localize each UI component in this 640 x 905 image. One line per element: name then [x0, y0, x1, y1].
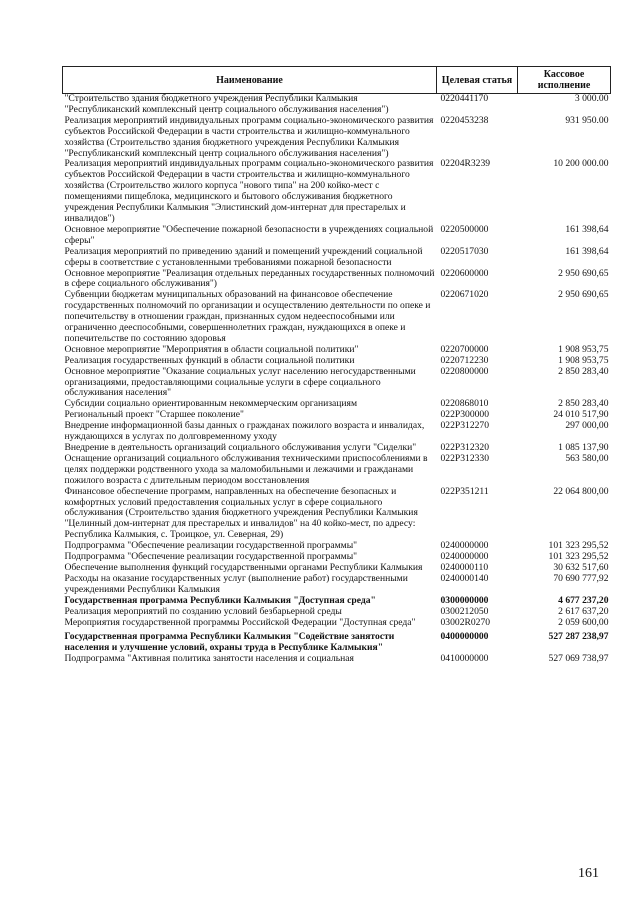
row-target-article: 0240000140: [440, 572, 489, 584]
row-target-article: 0220868010: [440, 398, 489, 410]
row-cash-execution: 1 085 137,90: [558, 442, 609, 453]
row-name: Субвенции бюджетам муниципальных образований на финансовое обеспечение государственных полномочий по организации и осуществлению деятельности по опеке и попечительству в отношении граждан, признанных судом недееспособными или ограниченно дееспособными, совершеннолетних граждан, нуждающихся в опеке и попечительстве по состоянию здоровья: [64, 289, 431, 344]
row-cash-execution: 24 010 517,90: [553, 409, 609, 421]
row-cash-execution: 70 690 777,92: [553, 572, 609, 584]
row-target-article: 0410000000: [440, 653, 489, 665]
table-row: [63, 367, 611, 400]
header-cash-execution: Кассовое исполнение: [518, 67, 611, 94]
row-cash-execution: 2 059 600,00: [558, 616, 609, 628]
table-row: [63, 454, 611, 487]
row-cash-execution: 10 200 000.00: [553, 158, 609, 170]
row-target-article: 0220517030: [440, 245, 489, 257]
table-row: [63, 618, 611, 629]
table-row: [63, 94, 611, 116]
row-cash-execution: 161 398,64: [565, 245, 609, 257]
table-row: [63, 159, 611, 224]
row-target-article: 0220441170: [440, 93, 489, 104]
table-row: [63, 421, 611, 443]
table-row: [63, 654, 611, 665]
row-target-article: 022P312330: [440, 452, 490, 464]
row-name: Подпрограмма "Обеспечение реализации государственной программы": [64, 540, 358, 552]
page-number: 161: [578, 866, 599, 881]
row-target-article: 0240000000: [440, 551, 489, 563]
row-cash-execution: 527 287 238,97: [548, 631, 609, 643]
row-name: Мероприятия государственной программы Российской Федерации "Доступная среда": [64, 616, 416, 628]
row-cash-execution: 527 069 738,97: [548, 653, 609, 665]
row-name: Реализация мероприятий индивидуальных программ социально-экономического развития субъектов Российской Федерации в части строительства и жилищно-коммунального хозяйства (Строительство здания бюджетного учреждения Республики Калмыкия "Республиканский комплексный центр социального обслуживания населения"): [64, 114, 434, 159]
table-row: [63, 225, 611, 247]
row-target-article: 0240000000: [440, 540, 489, 552]
row-cash-execution: 101 323 295,52: [548, 551, 609, 563]
row-target-article: 02204R3239: [440, 158, 491, 170]
table-row: [63, 628, 611, 654]
row-cash-execution: 1 908 953,75: [558, 343, 609, 355]
row-name: Подпрограмма "Обеспечение реализации государственной программы": [64, 551, 358, 563]
row-target-article: 0220700000: [440, 343, 489, 355]
table-row: [63, 596, 611, 607]
row-cash-execution: 2 850 283,40: [558, 365, 609, 377]
header-name: Наименование: [63, 67, 437, 94]
row-target-article: 0220500000: [440, 223, 489, 235]
table-row: [63, 487, 611, 542]
row-cash-execution: 22 064 800,00: [553, 485, 609, 497]
row-cash-execution: 2 950 690,65: [558, 289, 609, 301]
row-name: "Строительство здания бюджетного учреждения Республики Калмыкия "Республиканский комплексный центр социального обслуживания населения"): [64, 93, 389, 115]
row-target-article: 03002R0270: [440, 616, 491, 628]
row-name: Реализация мероприятий индивидуальных программ социально-экономического развития субъектов Российской Федерации в части строительства и жилищно-коммунального хозяйства (Строительство жилого корпуса "нового типа" на 200 койко-мест с помещениями пищеблока, медицинского и бытового обслуживания бюджетного учреждения Республики Калмыкия "Элистинский дом-интернат для престарелых и инвалидов"): [64, 158, 434, 224]
row-target-article: 0220712230: [440, 354, 489, 366]
row-name: Основное мероприятие "Обеспечение пожарной безопасности в учреждениях социальной сферы": [64, 223, 434, 246]
row-cash-execution: 1 908 953,75: [558, 354, 609, 366]
row-cash-execution: 2 617 637,20: [558, 605, 609, 617]
table-row: [63, 116, 611, 160]
row-name: Государственная программа Республики Калмыкия "Доступная среда": [64, 594, 376, 606]
row-target-article: 0220671020: [440, 289, 489, 301]
row-target-article: 0220800000: [440, 365, 489, 377]
table-row: [63, 290, 611, 345]
row-name: Реализация государственных функций в области социальной политики: [64, 354, 355, 366]
row-name: Региональный проект "Старшее поколение": [64, 409, 244, 421]
row-cash-execution: 2 950 690,65: [558, 267, 609, 279]
table-row: [63, 269, 611, 291]
row-name: Внедрение в деятельность организаций социального обслуживания услуги "Сиделки": [64, 442, 417, 453]
row-name: Основное мероприятие "Мероприятия в области социальной политики": [64, 343, 359, 355]
row-cash-execution: 2 850 283,40: [558, 398, 609, 410]
row-target-article: 0240000110: [440, 561, 489, 573]
row-target-article: 022P300000: [440, 409, 490, 421]
row-target-article: 0400000000: [440, 631, 489, 643]
row-name: Финансовое обеспечение программ, направленных на обеспечение безопасных и комфортных условий предоставления социальных услуг в сфере социального обслуживания (Строительство здания бюджетного учреждения Республики Калмыкия "Целинный дом-интернат для престарелых и инвалидов" на 40 койко-мест, по адресу: Республика Калмыкия, с. Троицкое, ул. Северная, 29): [64, 485, 418, 541]
row-name: Внедрение информационной базы данных о гражданах пожилого возраста и инвалидах, нуждающихся в услугах по долговременному уходу: [64, 420, 425, 443]
table-row: [63, 574, 611, 596]
row-name: Реализация мероприятий по созданию условий безбарьерной среды: [64, 605, 342, 617]
row-target-article: 022P351211: [440, 485, 489, 497]
table-row: [63, 247, 611, 269]
row-name: Расходы на оказание государственных услуг (выполнение работ) государственными учреждениями Республики Калмыкия: [64, 572, 408, 595]
row-cash-execution: 3 000.00: [574, 93, 609, 104]
row-cash-execution: 931 950.00: [565, 114, 609, 126]
row-cash-execution: 297 000,00: [565, 420, 609, 432]
table-body: [63, 94, 611, 666]
row-name: Основное мероприятие "Реализация отдельных переданных государственных полномочий в сфере социального обслуживания"): [64, 267, 435, 290]
header-target-article: Целевая статья: [437, 67, 518, 94]
row-name: Обеспечение выполнения функций государственными органами Республики Калмыкия: [64, 561, 423, 573]
table-row: [63, 607, 611, 618]
row-target-article: 0300000000: [440, 594, 489, 606]
row-name: Субсидии социально ориентированным некоммерческим организациям: [64, 398, 358, 410]
row-cash-execution: 101 323 295,52: [548, 540, 609, 552]
row-cash-execution: 161 398,64: [565, 223, 609, 235]
row-name: Реализация мероприятий по приведению зданий и помещений учреждений социальной сферы в соответствие с установленными требованиями пожарной безопасности: [64, 245, 423, 268]
row-target-article: 0220600000: [440, 267, 489, 279]
row-name: Подпрограмма "Активная политика занятости населения и социальная: [64, 653, 354, 665]
row-name: Оснащение организаций социального обслуживания техническими приспособлениями в целях поддержки родственного ухода за маломобильными и лежачими и гражданами пожилого возраста с длительным периодом восстановления: [64, 452, 428, 486]
row-target-article: 022P312270: [440, 420, 490, 432]
row-target-article: 022P312320: [440, 442, 490, 453]
row-target-article: 0300212050: [440, 605, 489, 617]
row-cash-execution: 30 632 517,60: [553, 561, 609, 573]
row-target-article: 0220453238: [440, 114, 489, 126]
row-name: Основное мероприятие "Оказание социальных услуг населению негосударственными организациями, предоставляющими социальные услуги в сфере социального обслуживания населения": [64, 365, 416, 399]
row-cash-execution: 563 580,00: [565, 452, 609, 464]
budget-table: [62, 66, 611, 665]
row-cash-execution: 4 677 237,20: [558, 594, 609, 606]
row-name: Государственная программа Республики Калмыкия "Содействие занятости населения и улучшение условий, охраны труда в Республике Калмыкия": [64, 631, 395, 654]
table-header-row: [63, 67, 611, 94]
